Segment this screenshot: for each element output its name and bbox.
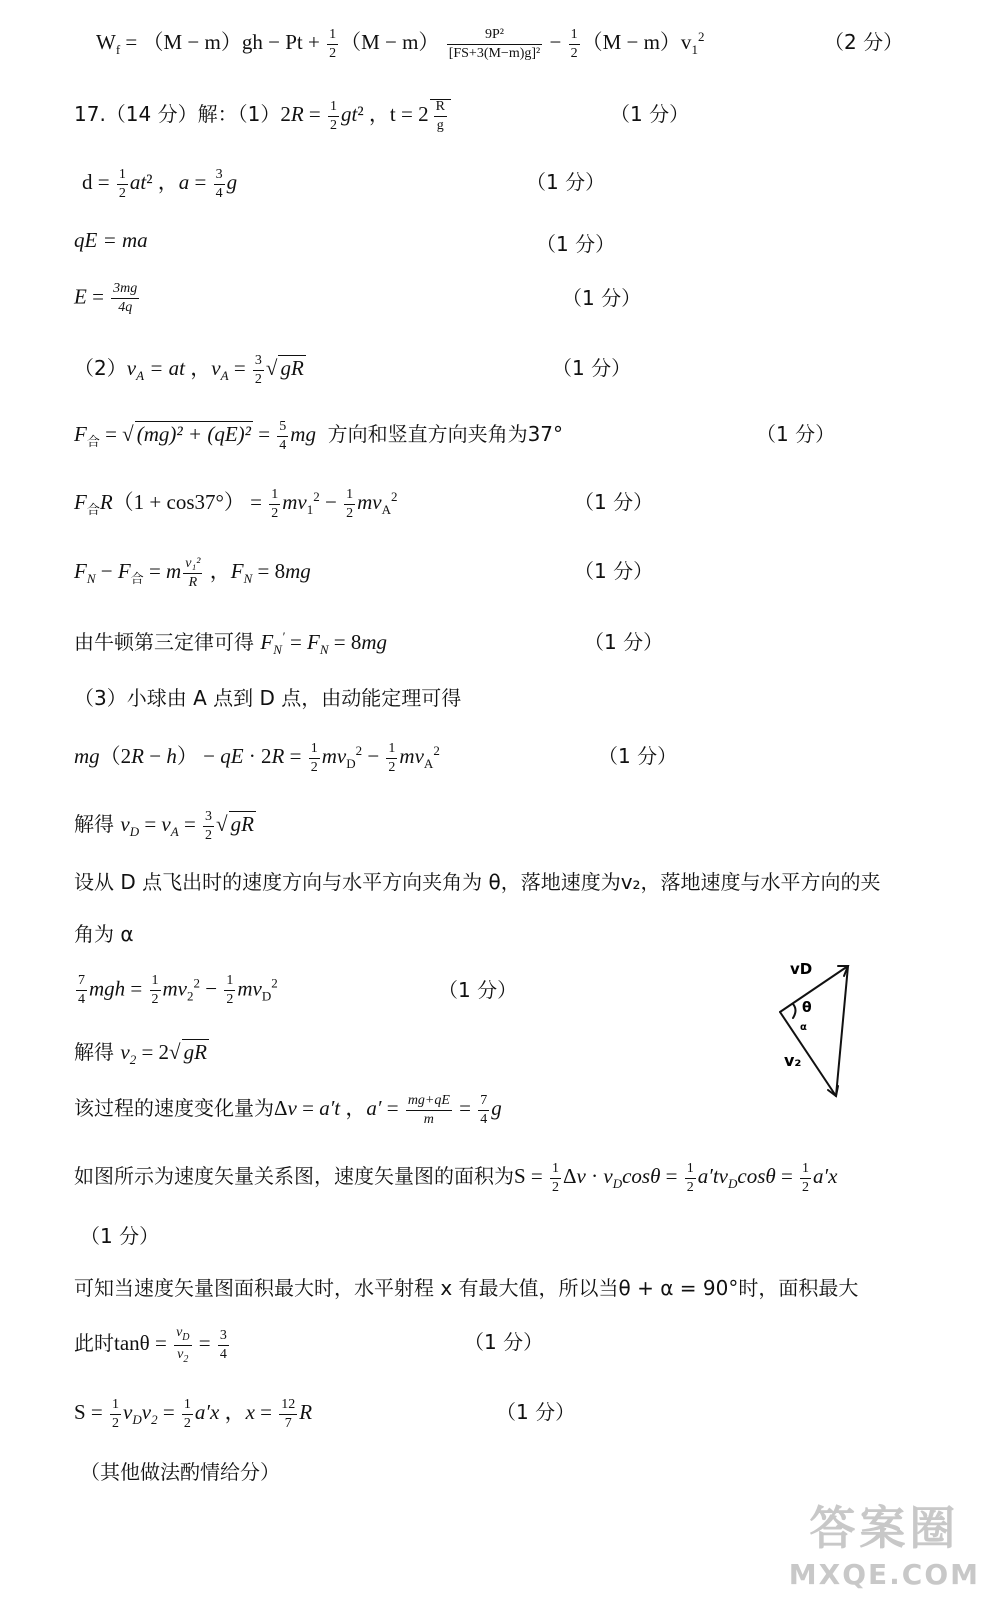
watermark-top: 答案圈	[809, 1501, 960, 1555]
score-label: （1 分）	[598, 744, 678, 768]
answer-line-8	[0, 486, 1000, 530]
delta-v-vector	[836, 966, 848, 1096]
score-label: （1 分）	[496, 1400, 576, 1424]
watermark-logo	[789, 1492, 980, 1591]
equation-fall-time: 17.（14 分）解：（1）2R = $\frac{1}{2}$ gt² ，t = 2 $\frac{R}{g}$	[74, 98, 451, 133]
theta-label: θ	[802, 1000, 812, 1016]
score-label: （1 分）	[756, 422, 836, 446]
score-label: （1 分）	[610, 102, 690, 126]
text-other-methods: （其他做法酌情给分）	[80, 1460, 280, 1484]
answer-line-14	[0, 866, 1000, 910]
equation-newton-second: qE = ma	[74, 228, 148, 252]
answer-line-13	[0, 808, 1000, 852]
score-label: （1 分）	[464, 1330, 544, 1354]
answer-line-12	[0, 740, 1000, 784]
score-label: （1 分）	[536, 232, 616, 256]
score-label: （2 分）	[824, 30, 904, 54]
equation-landing-speed: 解得 $v_2 = 2√$ gR	[74, 1040, 207, 1068]
score-label: （1 分）	[584, 630, 664, 654]
score-label: （1 分）	[438, 978, 518, 1002]
equation-net-force: $F_合$ = √ (mg)² + (qE)² = $\frac{5}{4}$ mg 方向和竖直方向夹角为37°	[74, 418, 564, 453]
answer-line-7	[0, 418, 1000, 462]
watermark-bottom: MXQE.COM	[788, 1558, 980, 1591]
text-max-condition: 可知当速度矢量图面积最大时，水平射程 x 有最大值，所以当θ + α = 90°时，面积最大	[74, 1276, 859, 1300]
answer-line-10	[0, 626, 1000, 670]
score-label: （1 分）	[574, 559, 654, 583]
equation-acceleration: d = $\frac{1}{2}$ at² ，a = $\frac{3}{4}$ g	[82, 166, 238, 201]
answer-line-11	[0, 682, 1000, 726]
vd-label: vD	[790, 960, 813, 978]
score-label: （1 分）	[80, 1224, 160, 1248]
answer-line-19	[0, 1160, 1000, 1204]
equation-area: 如图所示为速度矢量关系图，速度矢量图的面积为S = $\frac{1}{2}$ $\Delta v \cdot v_D\cos\theta$ = $\frac{1}{2}$ $a'tv_D\cos\theta$ = $\frac{1}{2}$ a′x	[74, 1160, 838, 1195]
answer-line-22	[0, 1326, 1000, 1370]
equation-normal-force: $F_N - F_合 = m$ $\frac{\text{v₁²}}{R}$ ，$F_N = 8mg$	[74, 555, 311, 590]
equation-third-law: 由牛顿第三定律可得 $F_N' = F_N = 8mg$	[74, 629, 388, 658]
answer-line-6	[0, 352, 1000, 396]
equation-field-strength: E = $\frac{3mg}{4q}$	[74, 281, 138, 315]
answer-line-21	[0, 1272, 1000, 1316]
alpha-label: α	[800, 1022, 807, 1033]
score-label: （1 分）	[562, 286, 642, 310]
answer-line-3	[0, 166, 1000, 210]
score-label: （1 分）	[574, 490, 654, 514]
equation-speed-at-d: 解得 $v_D = v_A$ = $\frac{3}{2}$ √ gR	[74, 808, 254, 843]
answer-line-1	[0, 26, 1000, 70]
answer-line-23	[0, 1396, 1000, 1440]
text-angle-definition-cont: 角为 α	[74, 922, 134, 946]
equation-energy-ab: $F_合R(1 + \cos 37^\circ)$ = $\frac{1}{2}$ $mv_1^2$ − $\frac{1}{2}$ $mv_A^2$	[74, 486, 398, 521]
equation-energy-landing: $\frac{7}{4}$ mgh = $\frac{1}{2}$ $mv_2^2$ − $\frac{1}{2}$ $mv_D^2$	[78, 973, 278, 1007]
velocity-vector-diagram	[760, 950, 880, 1110]
equation-tan-theta: 此时tanθ = $\frac{v_D}{v_2}$ = $\frac{3}{4}$	[74, 1325, 227, 1365]
answer-line-5	[0, 282, 1000, 326]
text-angle-definition: 设从 D 点飞出时的速度方向与水平方向夹角为 θ，落地速度为v₂，落地速度与水平方向的夹	[74, 870, 881, 894]
answer-line-2	[0, 98, 1000, 142]
answer-line-4	[0, 228, 1000, 272]
equation-friction-work: $W_f = (M - m)gh - Pt$ + $\frac{1}{2}$ （M − m） $\frac{\text{9P²}}{\text{[FS+3(M−m)g]²}}$ − $\frac{1}{2}$ $(M - m)v_1^2$	[96, 26, 705, 61]
equation-velocity-change: 该过程的速度变化量为Δv = a′t ，a′ = $\frac{mg+qE}{m}$ = $\frac{7}{4}$ g	[74, 1092, 502, 1127]
answer-line-20	[0, 1220, 1000, 1264]
v2-label: v₂	[784, 1051, 802, 1070]
score-label: （1 分）	[526, 170, 606, 194]
equation-range: S = $\frac{1}{2}$ $v_Dv_2$ = $\frac{1}{2}$ a′x ，x = $\frac{12}{7}$ R	[74, 1396, 313, 1431]
score-label: （1 分）	[552, 356, 632, 380]
angle-arc	[793, 1004, 796, 1018]
answer-line-9	[0, 555, 1000, 599]
text-part3-intro: （3）小球由 A 点到 D 点，由动能定理可得	[74, 686, 462, 710]
equation-speed-at-a: $(2)v_A$ = at ，$v_A$ = $\frac{3}{2}$ √ gR	[74, 352, 304, 387]
equation-energy-ad: mg（2R − h） − qE · 2R = $\frac{1}{2}$ $mv_D^2$ − $\frac{1}{2}$ $mv_A^2$	[74, 740, 440, 775]
